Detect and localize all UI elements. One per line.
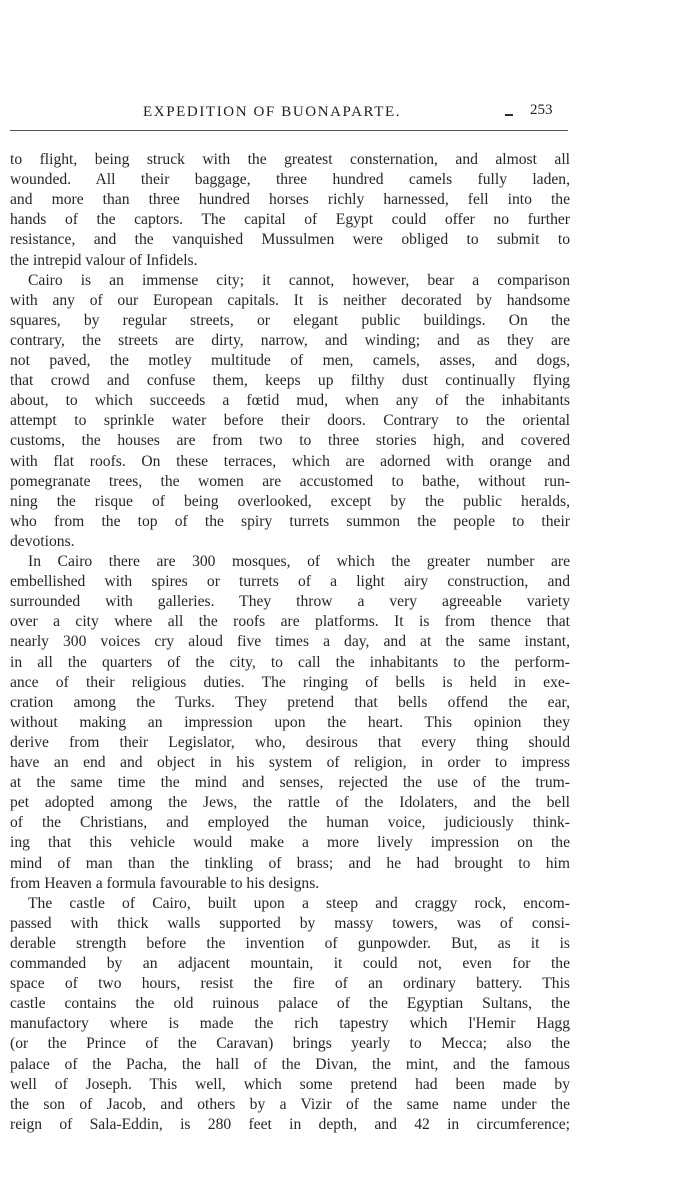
text-line: reign of Sala-Eddin, is 280 feet in depth, and 42 in circumference; — [10, 1115, 570, 1133]
text-line: the son of Jacob, and others by a Vizir of the same name under the — [10, 1095, 570, 1113]
header-rule — [10, 130, 568, 131]
text-line: nearly 300 voices cry aloud five times a day, and at the same instant, — [10, 633, 570, 651]
text-line: surrounded with galleries. They throw a very agreeable variety — [10, 593, 570, 611]
text-line: from Heaven a formula favourable to his designs. — [10, 874, 320, 892]
text-line: the intrepid valour of Infidels. — [10, 251, 198, 269]
text-line: without making an impression upon the heart. This opinion they — [10, 713, 570, 731]
text-line: ning the risque of being overlooked, except by the public heralds, — [10, 492, 570, 510]
text-line: that crowd and confuse them, keeps up filthy dust continually flying — [10, 372, 570, 390]
text-line: ing that this vehicle would make a more lively impression on the — [10, 834, 570, 852]
text-line: attempt to sprinkle water before their doors. Contrary to the oriental — [10, 412, 570, 430]
text-line: in all the quarters of the city, to call the inhabitants to the perform- — [10, 653, 570, 671]
text-line: embellished with spires or turrets of a light airy construction, and — [10, 573, 570, 591]
text-line: manufactory where is made the rich tapestry which l'Hemir Hagg — [10, 1015, 570, 1033]
text-line: about, to which succeeds a fœtid mud, when any of the inhabitants — [10, 392, 570, 410]
text-line: at the same time the mind and senses, rejected the use of the trum- — [10, 774, 570, 792]
running-title: EXPEDITION OF BUONAPARTE. — [143, 104, 402, 120]
text-line: Cairo is an immense city; it cannot, however, bear a comparison — [28, 271, 570, 289]
text-line: of the Christians, and employed the human voice, judiciously think- — [10, 814, 570, 832]
text-line: not paved, the motley multitude of men, camels, asses, and dogs, — [10, 352, 570, 369]
text-line: customs, the houses are from two to three stories high, and covered — [10, 432, 570, 450]
text-line: resistance, and the vanquished Mussulmen were obliged to submit to — [10, 231, 570, 249]
text-line: who from the top of the spiry turrets summon the people to their — [10, 512, 570, 530]
text-line: cration among the Turks. They pretend that bells offend the ear, — [10, 693, 570, 711]
text-line: and more than three hundred horses richly harnessed, fell into the — [10, 191, 570, 209]
text-line: have an end and object in his system of religion, in order to impress — [10, 754, 570, 771]
text-line: derive from their Legislator, who, desirous that every thing should — [10, 733, 570, 751]
text-line: with flat roofs. On these terraces, which are adorned with orange and — [10, 452, 570, 470]
text-line: well of Joseph. This well, which some pretend had been made by — [10, 1075, 570, 1093]
text-line: with any of our European capitals. It is neither decorated by handsome — [10, 291, 570, 309]
text-line: castle contains the old ruinous palace of the Egyptian Sultans, the — [10, 995, 570, 1013]
text-line: commanded by an adjacent mountain, it could not, even for the — [10, 955, 570, 972]
text-line: over a city where all the roofs are platforms. It is from thence that — [10, 613, 570, 631]
text-line: to flight, being struck with the greatest consternation, and almost all — [10, 151, 570, 168]
text-line: ance of their religious duties. The ringing of bells is held in exe- — [10, 673, 570, 691]
text-line: pet adopted among the Jews, the rattle of the Idolaters, and the bell — [10, 794, 570, 812]
text-line: In Cairo there are 300 mosques, of which the greater number are — [28, 553, 570, 570]
running-head — [0, 104, 688, 128]
text-line: space of two hours, resist the fire of an ordinary battery. This — [10, 975, 570, 993]
text-line: passed with thick walls supported by massy towers, was of consi- — [10, 914, 570, 932]
text-line: pomegranate trees, the women are accustomed to bathe, without run- — [10, 472, 570, 490]
printer-mark — [505, 114, 513, 116]
text-line: devotions. — [10, 532, 75, 550]
text-line: palace of the Pacha, the hall of the Divan, the mint, and the famous — [10, 1055, 570, 1073]
text-line: hands of the captors. The capital of Egypt could offer no further — [10, 211, 570, 229]
text-line: contrary, the streets are dirty, narrow, and winding; and as they are — [10, 331, 570, 349]
text-line: derable strength before the invention of gunpowder. But, as it is — [10, 934, 570, 952]
text-line: squares, by regular streets, or elegant public buildings. On the — [10, 311, 570, 329]
text-line: The castle of Cairo, built upon a steep and craggy rock, encom- — [28, 894, 570, 912]
page-number: 253 — [530, 102, 553, 118]
text-line: (or the Prince of the Caravan) brings yearly to Mecca; also the — [10, 1035, 570, 1053]
text-line: mind of man than the tinkling of brass; and he had brought to him — [10, 854, 570, 872]
text-line: wounded. All their baggage, three hundred camels fully laden, — [10, 171, 570, 189]
